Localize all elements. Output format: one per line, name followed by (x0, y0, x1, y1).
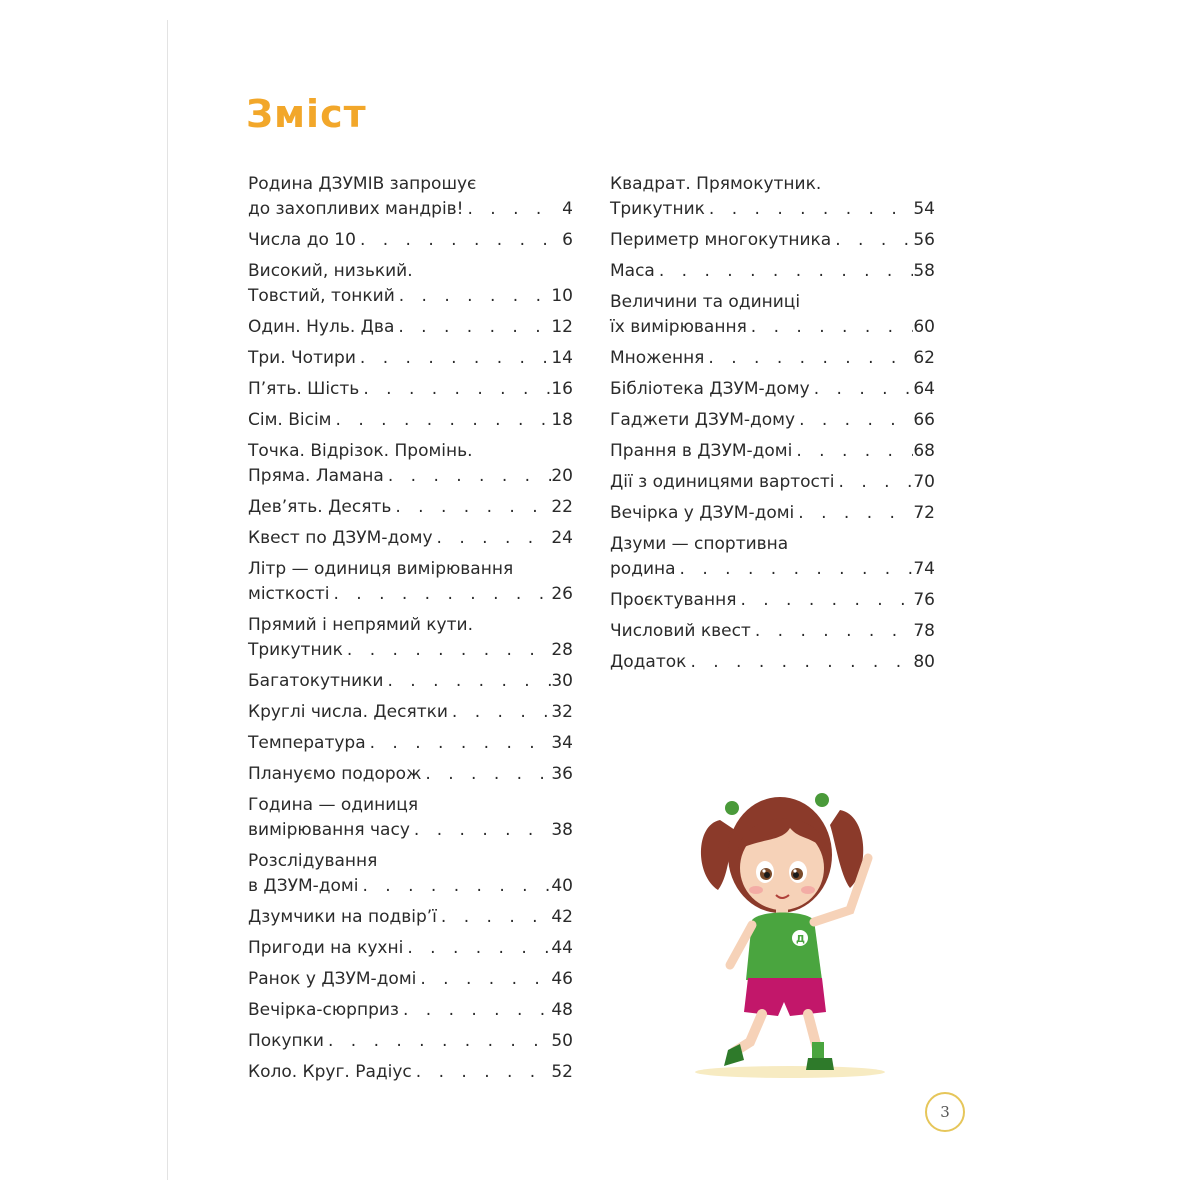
toc-entry-row (610, 346, 935, 371)
toc-dot-leader (399, 998, 551, 1023)
toc-entry (610, 532, 935, 588)
toc-left-column (248, 172, 573, 1091)
toc-entry-title-line: Додаток (610, 652, 687, 672)
toc-entry (248, 793, 573, 849)
toc-entry-title-line: Вечірка-сюрприз (248, 1000, 399, 1020)
toc-page-number: 44 (551, 938, 573, 958)
toc-entry-title-line: Сім. Вісім (248, 410, 332, 430)
toc-entry (610, 619, 935, 650)
toc-entry-row (248, 818, 573, 843)
toc-dot-leader (705, 197, 913, 222)
page-number-badge: 3 (925, 1092, 965, 1132)
toc-entry-title-line: Маса (610, 261, 655, 281)
toc-entry-row (248, 905, 573, 930)
toc-entry (248, 849, 573, 905)
toc-entry-row (248, 700, 573, 725)
toc-dot-leader (329, 582, 551, 607)
toc-entry-title-line: Один. Нуль. Два (248, 317, 395, 337)
toc-dot-leader (736, 588, 913, 613)
toc-entry-title-line: Товстий, тонкий (248, 286, 395, 306)
toc-page-number: 58 (913, 261, 935, 281)
toc-dot-leader (421, 762, 551, 787)
toc-entry-title-line: Дзуми — спортивна (610, 534, 789, 554)
toc-dot-leader (324, 1029, 551, 1054)
toc-entry-row (610, 501, 935, 526)
toc-dot-leader (383, 669, 551, 694)
toc-entry-title-line: Покупки (248, 1031, 324, 1051)
toc-entry (248, 408, 573, 439)
toc-entry-row (610, 315, 935, 340)
toc-dot-leader (384, 464, 551, 489)
toc-page-number: 40 (551, 876, 573, 896)
toc-entry-title-line: Квест по ДЗУМ-дому (248, 528, 433, 548)
toc-entry-row (610, 588, 935, 613)
toc-entry-row (248, 464, 573, 489)
toc-page-number: 66 (913, 410, 935, 430)
toc-page-number: 48 (551, 1000, 573, 1020)
toc-entry-row (248, 495, 573, 520)
toc-dot-leader (359, 377, 551, 402)
toc-dot-leader (356, 346, 551, 371)
toc-entry-row (248, 638, 573, 663)
toc-entry (610, 408, 935, 439)
toc-page-number: 50 (551, 1031, 573, 1051)
toc-dot-leader (810, 377, 913, 402)
toc-entry-title-line: в ДЗУМ-домі (248, 876, 359, 896)
toc-entry (248, 762, 573, 793)
toc-entry-title-line: Проєктування (610, 590, 737, 610)
toc-page-number: 76 (913, 590, 935, 610)
toc-page-number: 30 (551, 671, 573, 691)
toc-page-number: 42 (551, 907, 573, 927)
toc-page-number: 24 (551, 528, 573, 548)
toc-entry-row (610, 259, 935, 284)
toc-entry-row (610, 439, 935, 464)
toc-entry-row (610, 650, 935, 675)
toc-entry (248, 1060, 573, 1091)
toc-entry-title-line: Вечірка у ДЗУМ-домі (610, 503, 795, 523)
toc-dot-leader (448, 700, 551, 725)
toc-entry (248, 495, 573, 526)
toc-entry-row (610, 470, 935, 495)
toc-entry-row (248, 526, 573, 551)
toc-page-number: 54 (913, 199, 935, 219)
toc-entry-title-line: до захопливих мандрів! (248, 199, 464, 219)
toc-entry (248, 315, 573, 346)
toc-entry-title-line: Периметр многокутника (610, 230, 832, 250)
toc-entry (248, 700, 573, 731)
svg-text:Д: Д (796, 934, 805, 945)
toc-entry-row (248, 284, 573, 309)
toc-entry-row (248, 346, 573, 371)
toc-entry-title-line: Родина ДЗУМІВ запрошує (248, 174, 477, 194)
toc-page-number: 62 (913, 348, 935, 368)
toc-entry-title-line: Багатокутники (248, 671, 384, 691)
toc-entry (610, 501, 935, 532)
toc-entry-title-line: Пряма. Ламана (248, 466, 384, 486)
toc-entry (248, 526, 573, 557)
toc-page-number: 56 (913, 230, 935, 250)
toc-entry-row (610, 197, 935, 222)
page-title: Зміст (246, 92, 367, 136)
toc-entry-row (248, 197, 573, 222)
toc-dot-leader (795, 408, 913, 433)
toc-page-number: 78 (913, 621, 935, 641)
toc-entry-row (610, 377, 935, 402)
toc-entry (248, 228, 573, 259)
toc-page-number: 14 (551, 348, 573, 368)
toc-entry-title-line: Година — одиниця (248, 795, 419, 815)
toc-entry-row (248, 1029, 573, 1054)
toc-entry-row (248, 998, 573, 1023)
toc-page-number: 36 (551, 764, 573, 784)
toc-entry-title-line: родина (610, 559, 676, 579)
toc-page-number: 28 (551, 640, 573, 660)
toc-entry-title-line: Три. Чотири (248, 348, 356, 368)
toc-dot-leader (391, 495, 551, 520)
toc-entry-title-line: Трикутник (248, 640, 343, 660)
toc-entry-title-line: Дзумчики на подвір’ї (248, 907, 437, 927)
toc-entry-row (610, 408, 935, 433)
toc-entry-title-line: Числовий квест (610, 621, 751, 641)
toc-dot-leader (686, 650, 913, 675)
toc-page-number: 16 (551, 379, 573, 399)
toc-entry-row (248, 377, 573, 402)
toc-page-number: 74 (913, 559, 935, 579)
toc-dot-leader (835, 470, 913, 495)
toc-entry (610, 228, 935, 259)
toc-entry (248, 172, 573, 228)
toc-entry (248, 967, 573, 998)
toc-dot-leader (704, 346, 913, 371)
toc-dot-leader (676, 557, 913, 582)
toc-dot-leader (792, 439, 913, 464)
girl-character-illustration (690, 780, 900, 1080)
toc-dot-leader (747, 315, 913, 340)
toc-entry (610, 470, 935, 501)
toc-entry (248, 613, 573, 669)
toc-entry (248, 936, 573, 967)
toc-page-number: 22 (551, 497, 573, 517)
toc-page-number: 80 (913, 652, 935, 672)
toc-entry-row (248, 874, 573, 899)
toc-page-number: 46 (551, 969, 573, 989)
toc-entry-title-line: Множення (610, 348, 705, 368)
toc-page-number: 70 (913, 472, 935, 492)
toc-page-number: 20 (551, 466, 573, 486)
toc-entry-title-line: Круглі числа. Десятки (248, 702, 448, 722)
toc-entry-title-line: Бібліотека ДЗУМ-дому (610, 379, 810, 399)
toc-page-number: 12 (551, 317, 573, 337)
toc-dot-leader (403, 936, 551, 961)
toc-entry (248, 998, 573, 1029)
toc-entry-row (248, 967, 573, 992)
toc-entry-row (248, 762, 573, 787)
toc-entry-row (248, 731, 573, 756)
toc-dot-leader (395, 284, 551, 309)
toc-entry-title-line: Розслідування (248, 851, 378, 871)
toc-entry-title-line: їх вимірювання (610, 317, 747, 337)
toc-page-number: 32 (551, 702, 573, 722)
toc-entry-title-line: Пригоди на кухні (248, 938, 404, 958)
toc-dot-leader (412, 1060, 551, 1085)
toc-entry-row (248, 582, 573, 607)
toc-entry (248, 346, 573, 377)
toc-dot-leader (356, 228, 551, 253)
page-spine-line (167, 20, 168, 1180)
toc-entry-title-line: Прання в ДЗУМ-домі (610, 441, 793, 461)
toc-entry (248, 377, 573, 408)
toc-entry-title-line: Числа до 10 (248, 230, 356, 250)
toc-entry (610, 377, 935, 408)
toc-entry-title-line: Дії з одиницями вартості (610, 472, 835, 492)
toc-page-number: 64 (913, 379, 935, 399)
toc-entry (248, 557, 573, 613)
toc-page-number: 6 (562, 230, 573, 250)
toc-entry-title-line: Літр — одиниця вимірювання (248, 559, 514, 579)
toc-entry-title-line: Ранок у ДЗУМ-домі (248, 969, 417, 989)
toc-entry (248, 439, 573, 495)
toc-entry (248, 905, 573, 936)
toc-page-number: 38 (551, 820, 573, 840)
toc-page-number: 10 (551, 286, 573, 306)
toc-entry (248, 1029, 573, 1060)
toc-entry (248, 669, 573, 700)
toc-dot-leader (332, 408, 551, 433)
toc-entry-title-line: Прямий і непрямий кути. (248, 615, 473, 635)
toc-entry-title-line: Дев’ять. Десять (248, 497, 392, 517)
toc-page-number: 18 (551, 410, 573, 430)
toc-page-number: 26 (551, 584, 573, 604)
toc-dot-leader (343, 638, 551, 663)
toc-dot-leader (831, 228, 913, 253)
toc-entry-title-line: вимірювання часу (248, 820, 410, 840)
toc-dot-leader (366, 731, 551, 756)
toc-entry-row (248, 936, 573, 961)
toc-entry-row (610, 228, 935, 253)
toc-dot-leader (464, 197, 552, 222)
toc-entry (610, 346, 935, 377)
toc-entry (610, 588, 935, 619)
toc-page-number: 52 (551, 1062, 573, 1082)
toc-entry (610, 172, 935, 228)
toc-dot-leader (416, 967, 551, 992)
toc-entry (610, 650, 935, 681)
toc-dot-leader (437, 905, 551, 930)
toc-entry-title-line: Гаджети ДЗУМ-дому (610, 410, 796, 430)
toc-entry (610, 259, 935, 290)
toc-entry (610, 439, 935, 470)
toc-entry-title-line: П’ять. Шість (248, 379, 360, 399)
toc-dot-leader (794, 501, 913, 526)
toc-dot-leader (433, 526, 551, 551)
toc-entry-row (248, 408, 573, 433)
toc-entry-row (248, 315, 573, 340)
toc-entry-row (248, 1060, 573, 1085)
toc-dot-leader (410, 818, 551, 843)
toc-entry (610, 290, 935, 346)
toc-entry-row (610, 557, 935, 582)
toc-entry (248, 259, 573, 315)
toc-page-number: 60 (913, 317, 935, 337)
toc-entry-title-line: Коло. Круг. Радіус (248, 1062, 412, 1082)
toc-entry-title-line: Плануємо подорож (248, 764, 422, 784)
toc-page-number: 34 (551, 733, 573, 753)
toc-dot-leader (655, 259, 913, 284)
toc-dot-leader (751, 619, 913, 644)
toc-page-number: 72 (913, 503, 935, 523)
toc-entry-title-line: Високий, низький. (248, 261, 413, 281)
toc-entry-row (248, 669, 573, 694)
toc-dot-leader (394, 315, 551, 340)
toc-entry-title-line: Температура (248, 733, 366, 753)
toc-page-number: 68 (913, 441, 935, 461)
toc-entry (248, 731, 573, 762)
toc-page-number: 4 (562, 199, 573, 219)
toc-right-column (610, 172, 935, 681)
toc-entry-row (248, 228, 573, 253)
toc-entry-row (610, 619, 935, 644)
toc-entry-title-line: Трикутник (610, 199, 705, 219)
toc-entry-title-line: Величини та одиниці (610, 292, 801, 312)
toc-entry-title-line: місткості (248, 584, 330, 604)
toc-entry-title-line: Квадрат. Прямокутник. (610, 174, 822, 194)
toc-dot-leader (358, 874, 551, 899)
toc-entry-title-line: Точка. Відрізок. Промінь. (248, 441, 473, 461)
